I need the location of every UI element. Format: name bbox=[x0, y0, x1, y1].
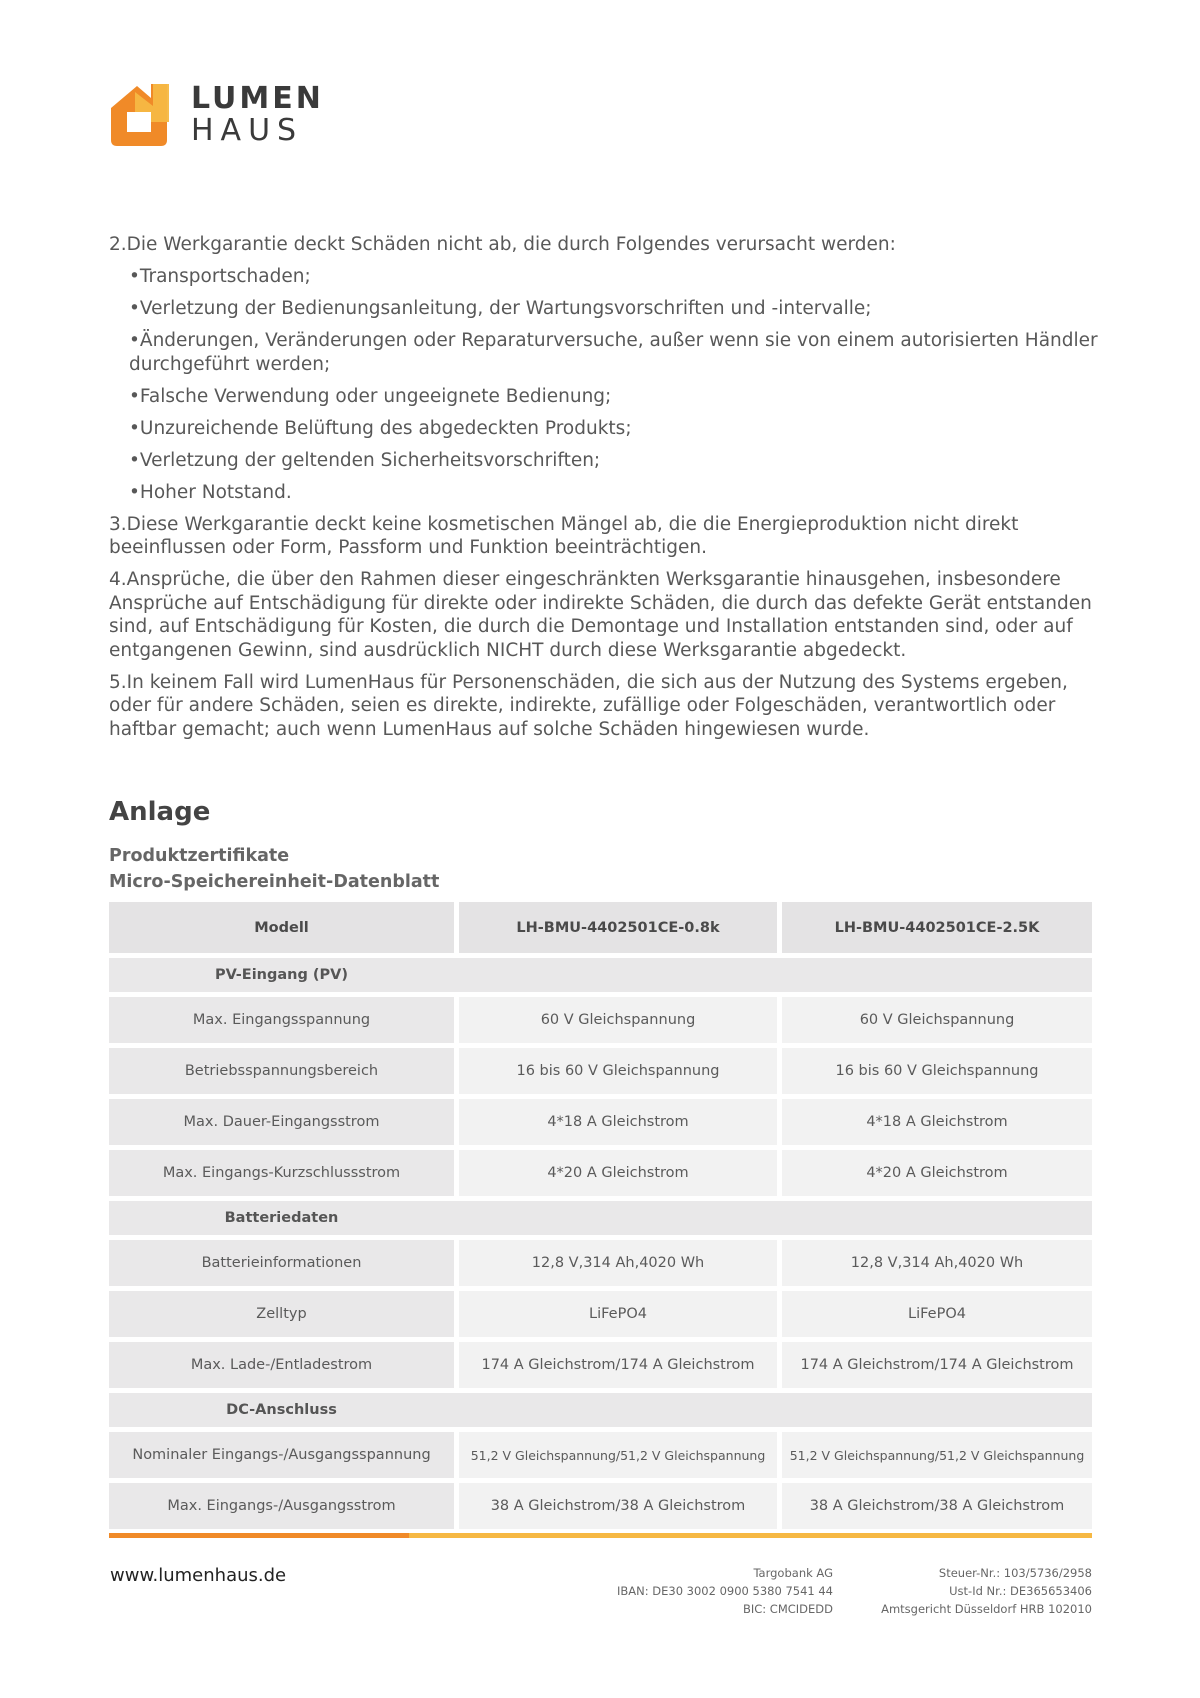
section-label-battery: Batteriedaten bbox=[224, 1210, 339, 1226]
vat-id: Ust-Id Nr.: DE365653406 bbox=[949, 1584, 1092, 1598]
company-logo bbox=[109, 82, 324, 148]
row-value: 4*18 A Gleichstrom bbox=[459, 1099, 777, 1145]
table-section-row bbox=[109, 958, 1092, 992]
bank-bic: BIC: CMCIDEDD bbox=[742, 1602, 833, 1616]
row-value: 174 A Gleichstrom/174 A Gleichstrom bbox=[459, 1342, 777, 1388]
table-row bbox=[109, 1240, 1092, 1286]
datasheet-table bbox=[109, 902, 1092, 1534]
logo-line2: HAUS bbox=[191, 113, 304, 148]
row-label: Batterieinformationen bbox=[109, 1240, 454, 1286]
row-label: Max. Lade-/Entladestrom bbox=[109, 1342, 454, 1388]
row-label: Nominaler Eingangs-/Ausgangsspannung bbox=[109, 1432, 454, 1478]
table-header-row bbox=[109, 902, 1092, 953]
row-value: 16 bis 60 V Gleichspannung bbox=[782, 1048, 1092, 1094]
row-value: 4*20 A Gleichstrom bbox=[459, 1150, 777, 1196]
table-row bbox=[109, 1099, 1092, 1145]
bank-iban: IBAN: DE30 3002 0900 5380 7541 44 bbox=[616, 1584, 833, 1598]
warranty-terms bbox=[109, 233, 1099, 750]
row-value: 4*20 A Gleichstrom bbox=[782, 1150, 1092, 1196]
table-row bbox=[109, 1432, 1092, 1478]
table-row bbox=[109, 1483, 1092, 1529]
bullet-item: •Verletzung der Bedienungsanleitung, der Wartungsvorschriften und -intervalle; bbox=[129, 298, 872, 319]
row-value: 12,8 V,314 Ah,4020 Wh bbox=[459, 1240, 777, 1286]
row-label: Zelltyp bbox=[109, 1291, 454, 1337]
bullet-item: •Hoher Notstand. bbox=[129, 481, 292, 503]
footer-divider-yellow bbox=[409, 1533, 1092, 1538]
row-value: 38 A Gleichstrom/38 A Gleichstrom bbox=[459, 1483, 777, 1529]
section-label-dc: DC-Anschluss bbox=[226, 1402, 337, 1418]
row-label: Max. Eingangsspannung bbox=[109, 997, 454, 1043]
row-label: Betriebsspannungsbereich bbox=[109, 1048, 454, 1094]
header-cell-model-2: LH-BMU-4402501CE-2.5K bbox=[782, 902, 1092, 953]
warranty-paragraph-5: 5.In keinem Fall wird LumenHaus für Personenschäden, die sich aus der Nutzung des Systems ergeben, oder für andere Schäden, seien es direkte, indirekte, zufällige oder Folgeschäden, verantwortlich oder haftbar gemacht; auch wenn LumenHaus auf solche Schäden hingewiesen wurde. bbox=[109, 671, 1068, 740]
annex-subtitle-datasheet: Micro-Speichereinheit-Datenblatt bbox=[109, 872, 440, 892]
row-value: 4*18 A Gleichstrom bbox=[782, 1099, 1092, 1145]
legal-details bbox=[881, 1564, 1092, 1618]
header-cell-model-1: LH-BMU-4402501CE-0.8k bbox=[459, 902, 777, 953]
tax-number: Steuer-Nr.: 103/5736/2958 bbox=[938, 1566, 1092, 1580]
table-row bbox=[109, 1291, 1092, 1337]
warranty-paragraph-4: 4.Ansprüche, die über den Rahmen dieser eingeschränkten Werksgarantie hinausgehen, insbesondere Ansprüche auf Entschädigung für direkte oder indirekte Schäden, die durch das defekte Gerät entstanden sind, auf Entschädigung für Kosten, die durch die Demontage und Installation entstanden sind, oder auf entgangenen Gewinn, sind ausdrücklich NICHT durch diese Werksgarantie abgedeckt. bbox=[109, 569, 1092, 661]
logo-line1: LUMEN bbox=[191, 81, 324, 116]
bullet-item: •Falsche Verwendung oder ungeeignete Bedienung; bbox=[129, 385, 612, 407]
bullet-item: •Verletzung der geltenden Sicherheitsvorschriften; bbox=[129, 449, 601, 471]
row-value: 60 V Gleichspannung bbox=[459, 997, 777, 1043]
row-value: 12,8 V,314 Ah,4020 Wh bbox=[782, 1240, 1092, 1286]
bullet-item: •Transportschaden; bbox=[129, 266, 311, 287]
table-section-row bbox=[109, 1393, 1092, 1427]
table-section-row bbox=[109, 1201, 1092, 1235]
logo-wordmark bbox=[191, 81, 324, 148]
section-label-pv: PV-Eingang (PV) bbox=[214, 967, 349, 983]
row-label: Max. Eingangs-Kurzschlussstrom bbox=[109, 1150, 454, 1196]
header-cell-model: Modell bbox=[109, 902, 454, 953]
annex-subtitle-certificates: Produktzertifikate bbox=[109, 846, 290, 866]
bullet-item: •Änderungen, Veränderungen oder Reparaturversuche, außer wenn sie von einem autorisierten Händler durchgeführt werden; bbox=[129, 330, 1098, 375]
bank-name: Targobank AG bbox=[753, 1566, 833, 1580]
table-row bbox=[109, 1048, 1092, 1094]
warranty-paragraph-3: 3.Diese Werkgarantie deckt keine kosmetischen Mängel ab, die die Energieproduktion nicht direkt beeinflussen oder Form, Passform und Funktion beeinträchtigen. bbox=[109, 513, 1019, 558]
website-link[interactable]: www.lumenhaus.de bbox=[110, 1565, 287, 1586]
table-row bbox=[109, 997, 1092, 1043]
bank-details bbox=[617, 1564, 833, 1618]
row-value: 174 A Gleichstrom/174 A Gleichstrom bbox=[782, 1342, 1092, 1388]
row-value: 51,2 V Gleichspannung/51,2 V Gleichspannung bbox=[782, 1432, 1092, 1478]
bullet-item: •Unzureichende Belüftung des abgedeckten Produkts; bbox=[129, 417, 632, 439]
row-value: 16 bis 60 V Gleichspannung bbox=[459, 1048, 777, 1094]
table-row bbox=[109, 1342, 1092, 1388]
row-value: LiFePO4 bbox=[782, 1291, 1092, 1337]
row-value: LiFePO4 bbox=[459, 1291, 777, 1337]
footer-divider-orange bbox=[109, 1533, 409, 1538]
court-registry: Amtsgericht Düsseldorf HRB 102010 bbox=[881, 1602, 1092, 1616]
row-label: Max. Eingangs-/Ausgangsstrom bbox=[109, 1483, 454, 1529]
annex-title: Anlage bbox=[109, 797, 211, 827]
row-value: 60 V Gleichspannung bbox=[782, 997, 1092, 1043]
row-label: Max. Dauer-Eingangsstrom bbox=[109, 1099, 454, 1145]
house-logo-icon bbox=[109, 82, 179, 148]
table-row bbox=[109, 1150, 1092, 1196]
warranty-paragraph-2: 2.Die Werkgarantie deckt Schäden nicht ab, die durch Folgendes verursacht werden: bbox=[109, 234, 896, 255]
row-value: 38 A Gleichstrom/38 A Gleichstrom bbox=[782, 1483, 1092, 1529]
row-value: 51,2 V Gleichspannung/51,2 V Gleichspannung bbox=[459, 1432, 777, 1478]
